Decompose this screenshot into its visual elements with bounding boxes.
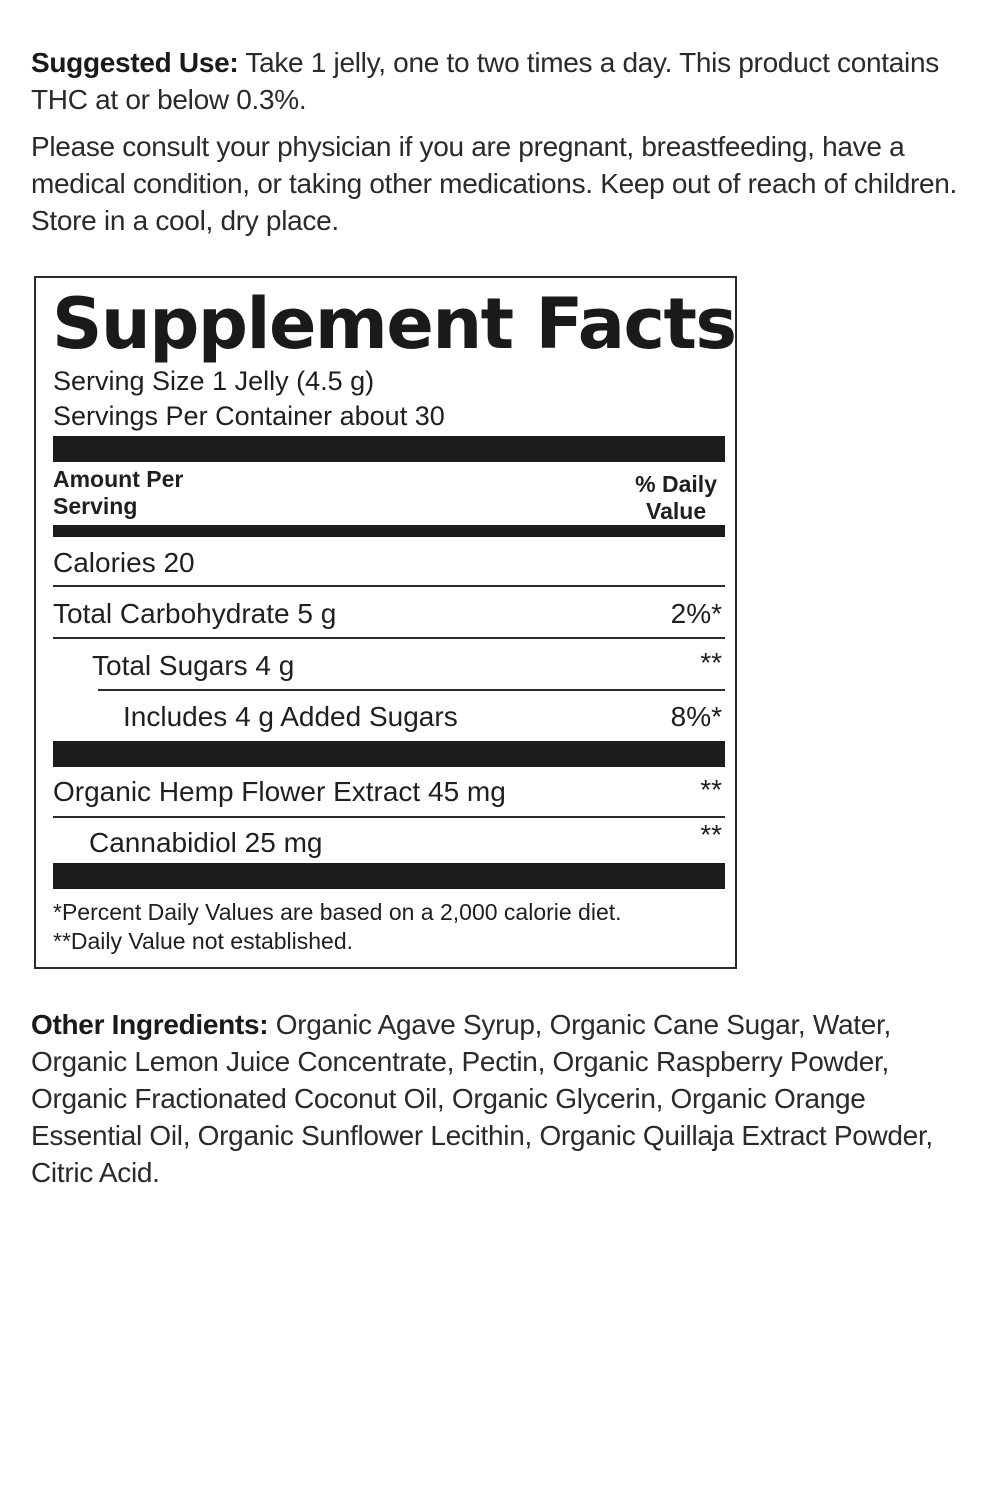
footnote-percent-daily: *Percent Daily Values are based on a 2,000 calorie diet. <box>53 899 622 925</box>
nutrient-row-label: Cannabidiol 25 mg <box>89 827 323 858</box>
row-divider <box>53 816 725 818</box>
amount-per-header-line2: Serving <box>53 493 138 519</box>
amount-per-serving-header <box>53 466 183 520</box>
nutrient-row-label: Total Carbohydrate 5 g <box>53 598 337 629</box>
suggested-use-label: Suggested Use: <box>31 47 239 78</box>
nutrient-row-value: 2%* <box>670 598 722 629</box>
consult-physician-paragraph: Please consult your physician if you are pregnant, breastfeeding, have a medical condition, or taking other medications. Keep out of reach of children. Store in a cool, dry place. <box>31 131 958 236</box>
suggested-use-text: Take 1 jelly, one to two times a day. This product contains THC at or below 0.3%. <box>31 47 939 115</box>
nutrient-row-value: 8%* <box>670 701 722 732</box>
nutrient-row-label: Organic Hemp Flower Extract 45 mg <box>53 776 506 807</box>
suggested-use-paragraph <box>31 44 961 118</box>
daily-value-header-line2: Value <box>646 498 707 524</box>
nutrient-row-value: ** <box>700 647 722 678</box>
row-divider <box>53 585 725 587</box>
daily-value-header-line1: % Daily <box>635 471 717 497</box>
serving-size: Serving Size 1 Jelly (4.5 g) <box>53 366 375 396</box>
divider-bar-header <box>53 525 725 537</box>
divider-bar-top <box>53 436 725 462</box>
nutrient-row-value: ** <box>700 774 722 805</box>
supplement-facts-panel <box>34 276 737 969</box>
other-ingredients-label: Other Ingredients: <box>31 1009 269 1040</box>
footnote-not-established: **Daily Value not established. <box>53 928 354 954</box>
supplement-facts-title: Supplement Facts <box>52 283 736 365</box>
amount-per-header-line1: Amount Per <box>53 466 184 492</box>
daily-value-header <box>635 471 717 525</box>
servings-per-container: Servings Per Container about 30 <box>53 401 445 431</box>
other-ingredients-text: Organic Agave Syrup, Organic Cane Sugar, Water, Organic Lemon Juice Concentrate, Pectin, Organic Raspberry Powder, Organic Fractionated Coconut Oil, Organic Glycerin, Organic Orange Essential Oil, Organic Sunflower Lecithin, Organic Quillaja Extract Powder, Citric Acid. <box>31 1009 933 1188</box>
divider-bar-bottom <box>53 863 725 889</box>
nutrient-row-label: Total Sugars 4 g <box>92 650 295 681</box>
row-divider <box>53 637 725 639</box>
nutrient-row-value: ** <box>700 819 722 850</box>
other-ingredients-paragraph <box>31 1006 976 1191</box>
nutrient-row-label: Includes 4 g Added Sugars <box>123 701 458 732</box>
divider-bar-middle <box>53 741 725 767</box>
row-divider <box>98 689 725 691</box>
nutrient-row-label: Calories 20 <box>53 547 195 578</box>
